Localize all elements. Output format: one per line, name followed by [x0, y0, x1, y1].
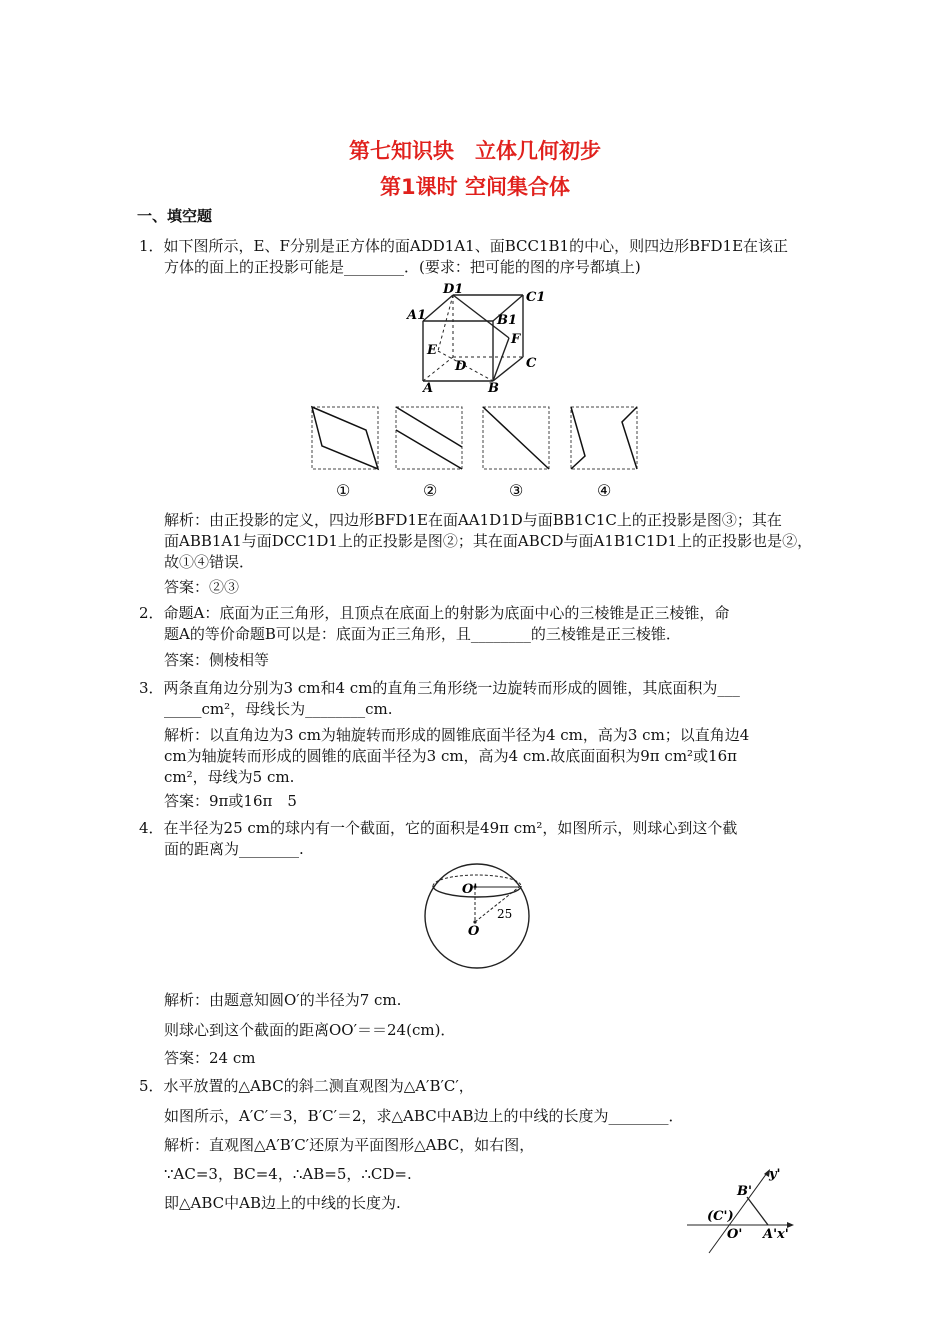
label-x-prime: x': [777, 1227, 789, 1242]
label-O-prime-axis: O': [727, 1227, 743, 1242]
q4-line2: 面的距离为________.: [164, 840, 304, 858]
option2-label: ②: [423, 481, 438, 500]
cube-figure: [405, 283, 550, 395]
label-B-prime: B': [737, 1184, 752, 1199]
label-O-prime: O': [462, 882, 478, 897]
q4-line1: 4．在半径为25 cm的球内有一个截面，它的面积是49π cm²，如图所示，则球心到这个截: [139, 819, 738, 837]
option2-line-b: [396, 430, 462, 469]
q5-analysis-line2: ∵AC=3，BC=4，∴AB=5，∴CD=.: [164, 1165, 412, 1183]
segment-BA: [747, 1197, 768, 1225]
q3-analysis-line1: 解析：以直角边为3 cm为轴旋转而形成的圆锥底面半径为4 cm，高为3 cm；以直角边4: [164, 726, 750, 744]
q5-analysis-line1: 解析：直观图△A′B′C′还原为平面图形△ABC，如右图，: [164, 1136, 535, 1154]
option4-label: ④: [597, 481, 612, 500]
label-C1: C1: [526, 290, 546, 305]
q1-analysis-line1: 解析：由正投影的定义，四边形BFD1E在面AA1D1D与面BB1C1C上的正投影是图③；其在: [164, 511, 782, 529]
q3-analysis-line3: cm²，母线为5 cm.: [164, 768, 295, 786]
option4-line-a: [571, 407, 585, 469]
label-y-prime: y': [769, 1167, 781, 1182]
section-heading: 一、填空题: [137, 207, 213, 225]
option2-box: [396, 407, 462, 469]
label-C-prime: (C'): [707, 1209, 734, 1224]
label-C: C: [526, 356, 537, 371]
q1-line2: 方体的面上的正投影可能是________．(要求：把可能的图的序号都填上): [164, 258, 641, 276]
q1-answer: 答案：②③: [164, 578, 240, 596]
q4-answer: 答案：24 cm: [164, 1049, 256, 1067]
projection-options: [300, 400, 660, 502]
label-B: B: [488, 381, 499, 395]
page-title: 第七知识块 立体几何初步: [349, 139, 601, 163]
q5-line1: 5．水平放置的△ABC的斜二测直观图为△A′B′C′，: [139, 1077, 474, 1095]
q3-line2: _____cm²，母线长为________cm.: [164, 700, 393, 718]
option3-label: ③: [509, 481, 524, 500]
q3-answer: 答案：9π或16π 5: [164, 792, 297, 810]
label-E: E: [427, 343, 437, 358]
option4-line-b: [622, 407, 637, 469]
label-F: F: [511, 332, 521, 347]
sphere-figure: [415, 860, 540, 975]
label-A: A: [423, 381, 434, 395]
hidden-edge: [438, 295, 453, 351]
option1-shape: [312, 407, 378, 469]
q5-line2: 如图所示，A′C′＝3，B′C′＝2，求△ABC中AB边上的中线的长度为________．: [164, 1107, 684, 1125]
q3-line1: 3．两条直角边分别为3 cm和4 cm的直角三角形绕一边旋转而形成的圆锥，其底面积为___: [139, 679, 740, 697]
page-subtitle: 第1课时 空间集合体: [380, 175, 570, 199]
label-25: 25: [497, 907, 513, 921]
q1-analysis-line2: 面ABB1A1与面DCC1D1上的正投影是图②；其在面ABCD与面A1B1C1D1上的正投影也是②，: [164, 532, 813, 550]
oblique-figure: [685, 1165, 800, 1260]
q1-analysis-line3: 故①④错误．: [164, 553, 255, 571]
q1-line1: 1．如下图所示，E、F分别是正方体的面ADD1A1、面BCC1B1的中心，则四边形BFD1E在该正: [139, 237, 789, 255]
option2-line-a: [396, 407, 462, 447]
q4-analysis-line2: 则球心到这个截面的距离OO′＝＝24(cm)．: [164, 1021, 456, 1039]
q5-analysis-line3: 即△ABC中AB边上的中线的长度为.: [164, 1194, 401, 1212]
option1-label: ①: [336, 481, 351, 500]
q2-answer: 答案：侧棱相等: [164, 651, 270, 669]
q2-line2: 题A的等价命题B可以是：底面为正三角形，且________的三棱锥是正三棱锥．: [164, 625, 681, 643]
label-O: O: [468, 924, 480, 939]
option3-line: [483, 407, 549, 469]
label-B1: B1: [497, 313, 518, 328]
label-A-prime: A': [763, 1227, 778, 1242]
q3-analysis-line2: cm为轴旋转而形成的圆锥的底面半径为3 cm，高为4 cm.故底面面积为9π cm²或16π: [164, 747, 738, 765]
label-D1: D1: [443, 283, 464, 297]
q4-analysis-line1: 解析：由题意知圆O′的半径为7 cm.: [164, 991, 402, 1009]
label-A1: A1: [407, 308, 427, 323]
q2-line1: 2．命题A：底面为正三角形，且顶点在底面上的射影为底面中心的三棱锥是正三棱锥，命: [139, 604, 730, 622]
edge: [423, 295, 453, 321]
hidden-edge: [423, 357, 453, 381]
label-D: D: [455, 359, 467, 374]
